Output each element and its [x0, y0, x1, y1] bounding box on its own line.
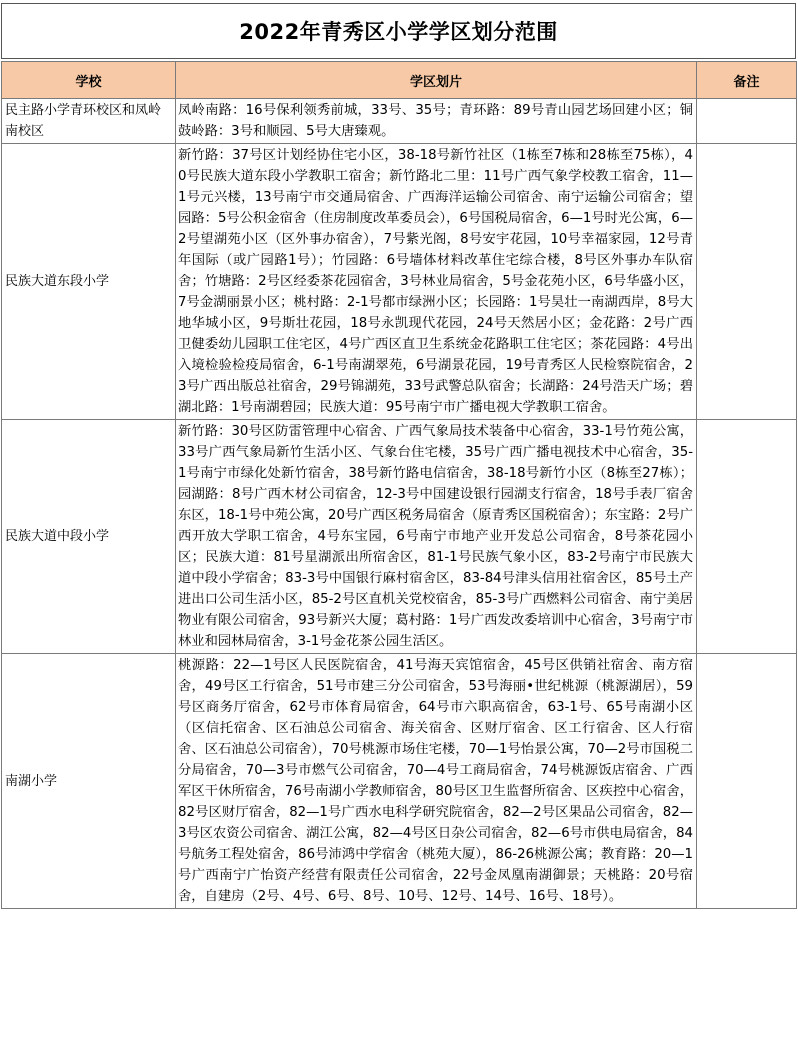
zone-description: 凤岭南路：16号保利领秀前城，33号、35号；青环路：89号青山园艺场回建小区；铜鼓岭路：3号和顺园、5号大唐臻观。 — [176, 99, 697, 144]
school-name: 民族大道中段小学 — [2, 420, 176, 654]
district-table — [1, 61, 797, 909]
school-name: 南湖小学 — [2, 654, 176, 909]
note-cell — [697, 144, 797, 420]
header-zone: 学区划片 — [176, 62, 697, 99]
header-row — [2, 62, 797, 99]
document-title: 2022年青秀区小学学区划分范围 — [1, 3, 796, 59]
header-note: 备注 — [697, 62, 797, 99]
school-name: 民主路小学青环校区和凤岭南校区 — [2, 99, 176, 144]
table-row — [2, 654, 797, 909]
zone-description: 新竹路：37号区计划经协住宅小区，38-18号新竹社区（1栋至7栋和28栋至75栋），40号民族大道东段小学教职工宿舍；新竹路北二里：11号广西气象学校教工宿舍，11—1号元兴楼，13号南宁市交通局宿舍、广西海洋运输公司宿舍、南宁运输公司宿舍；望园路：5号公积金宿舍（住房制度改革委员会），6号国税局宿舍，6—1号时光公寓，6—2号望湖苑小区（区外事办宿舍），7号紫光阁，8号安宇花园，10号幸福家园，12号青年国际（或广园路1号）；竹园路：6号墙体材料改革住宅综合楼，8号区外事办车队宿舍；竹塘路：2号区经委茶花园宿舍，3号林业局宿舍，5号金花苑小区，6号华盛小区，7号金湖丽景小区；桃村路：2-1号都市绿洲小区；长园路：1号昊壮一南湖西岸，8号大地华城小区，9号斯壮花园，18号永凯现代花园，24号天然居小区；金花路：2号广西卫健委幼儿园职工住宅区，4号广西区直卫生系统金花路职工住宅区；茶花园路：4号出入境检验检疫局宿舍，6-1号南湖翠苑，6号湖景花园，19号青秀区人民检察院宿舍，23号广西出版总社宿舍，29号锦湖苑，33号武警总队宿舍；长湖路：24号浩天广场；碧湖北路：1号南湖碧园；民族大道：95号南宁市广播电视大学教职工宿舍。 — [176, 144, 697, 420]
header-school: 学校 — [2, 62, 176, 99]
school-name: 民族大道东段小学 — [2, 144, 176, 420]
table-row — [2, 144, 797, 420]
note-cell — [697, 654, 797, 909]
note-cell — [697, 420, 797, 654]
zone-description: 新竹路：30号区防雷管理中心宿舍、广西气象局技术装备中心宿舍，33-1号竹苑公寓，33号广西气象局新竹生活小区、气象台住宅楼，35号广西广播电视技术中心宿舍，35-1号南宁市绿化处新竹宿舍，38号新竹路电信宿舍，38-18号新竹小区（8栋至27栋）；园湖路：8号广西木材公司宿舍，12-3号中国建设银行园湖支行宿舍，18号手表厂宿舍东区，18-1号中苑公寓，20号广西区税务局宿舍（原青秀区国税宿舍）；东宝路：2号广西开放大学职工宿舍，4号东宝园，6号南宁市地产业开发总公司宿舍，8号茶花园小区；民族大道：81号星湖派出所宿舍区，81-1号民族气象小区，83-2号南宁市民族大道中段小学宿舍；83-3号中国银行麻村宿舍区，83-84号津头信用社宿舍区，85号土产进出口公司生活小区，85-2号区直机关党校宿舍，85-3号广西燃料公司宿舍、南宁美居物业有限公司宿舍，93号新兴大厦；葛村路：1号广西发改委培训中心宿舍，3号南宁市林业和园林局宿舍，3-1号金花茶公园生活区。 — [176, 420, 697, 654]
table-row — [2, 420, 797, 654]
table-row — [2, 99, 797, 144]
zone-description: 桃源路：22—1号区人民医院宿舍，41号海天宾馆宿舍，45号区供销社宿舍、南方宿舍，49号区工行宿舍，51号市建三分公司宿舍，53号海丽•世纪桃源（桃源湖居），59号区商务厅宿舍，62号市体育局宿舍，64号市六职高宿舍，63-1号、65号南湖小区（区信托宿舍、区石油总公司宿舍、海关宿舍、区财厅宿舍、区工行宿舍、区人行宿舍、区石油总公司宿舍），70号桃源市场住宅楼，70—1号怡景公寓，70—2号市国税二分局宿舍，70—3号市燃气公司宿舍，70—4号工商局宿舍，74号桃源饭店宿舍、广西军区干休所宿舍，76号南湖小学教师宿舍，80号区卫生监督所宿舍、区疾控中心宿舍，82号区财厅宿舍，82—1号广西水电科学研究院宿舍，82—2号区果品公司宿舍，82—3号区农资公司宿舍、湖江公寓，82—4号区日杂公司宿舍，82—6号市供电局宿舍，84号航务工程处宿舍，86号沛鸿中学宿舍（桃苑大厦），86-26桃源公寓；教育路：20—1号广西南宁广怡资产经营有限责任公司宿舍，22号金凤凰南湖御景；天桃路：20号宿舍，自建房（2号、4号、6号、8号、10号、12号、14号、16号、18号）。 — [176, 654, 697, 909]
note-cell — [697, 99, 797, 144]
